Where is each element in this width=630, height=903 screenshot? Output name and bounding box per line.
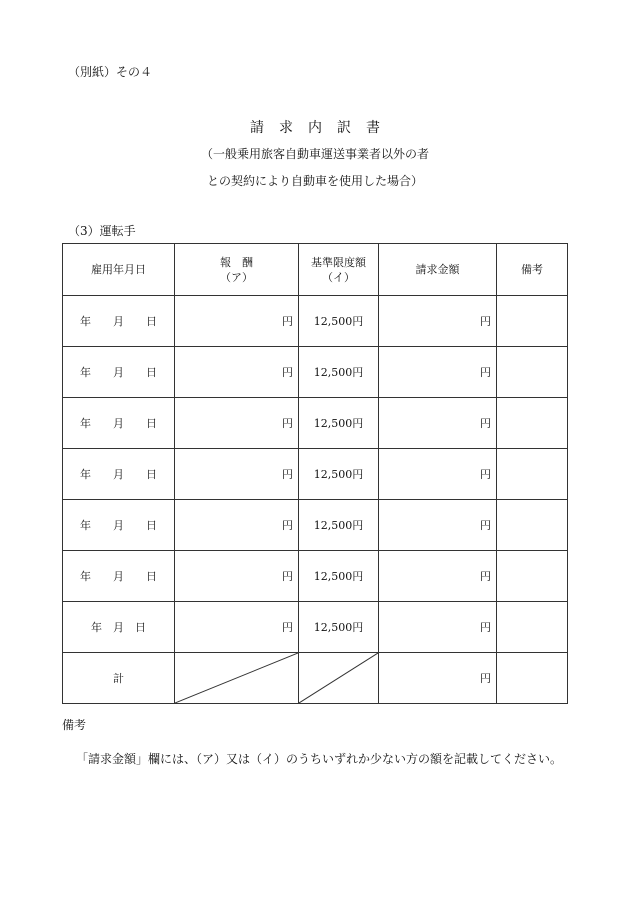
total-remuneration-struck-cell <box>175 653 299 704</box>
limit-cell: 12,500円 <box>299 296 379 347</box>
claim-cell[interactable]: 円 <box>379 602 497 653</box>
claim-cell[interactable]: 円 <box>379 449 497 500</box>
date-cell[interactable]: 年 月 日 <box>63 602 175 653</box>
header-limit <box>299 244 379 296</box>
limit-cell: 12,500円 <box>299 347 379 398</box>
attachment-label: （別紙）その４ <box>68 65 153 79</box>
date-cell[interactable]: 年 月 日 <box>63 500 175 551</box>
section-label: （3）運転手 <box>68 224 136 238</box>
page-subtitle-line1: （一般乗用旅客自動車運送事業者以外の者 <box>200 147 429 161</box>
date-cell[interactable]: 年 月 日 <box>63 296 175 347</box>
remarks-cell[interactable] <box>497 347 568 398</box>
total-limit-struck-cell <box>299 653 379 704</box>
claim-breakdown-table <box>62 243 568 704</box>
header-limit-label: 基準限度額 <box>311 255 366 269</box>
header-date <box>63 244 175 296</box>
total-claim-cell[interactable]: 円 <box>379 653 497 704</box>
header-remarks-label: 備考 <box>521 263 543 276</box>
header-remuneration <box>175 244 299 296</box>
diagonal-strike-line <box>299 653 378 703</box>
remuneration-cell[interactable]: 円 <box>175 449 299 500</box>
table-row <box>63 551 568 602</box>
header-claim <box>379 244 497 296</box>
limit-cell: 12,500円 <box>299 449 379 500</box>
claim-cell[interactable]: 円 <box>379 551 497 602</box>
remuneration-cell[interactable]: 円 <box>175 398 299 449</box>
remarks-note: 「請求金額」欄には、（ア）又は（イ）のうちいずれか少ない方の額を記載してください。 <box>76 752 563 766</box>
page-subtitle-line2: との契約により自動車を使用した場合） <box>206 174 423 188</box>
table-row <box>63 296 568 347</box>
table-header-row <box>63 244 568 296</box>
header-remuneration-label: 報 酬 <box>220 255 253 269</box>
header-limit-mark: （イ） <box>322 270 355 284</box>
total-label: 計 <box>63 653 175 704</box>
remarks-cell[interactable] <box>497 602 568 653</box>
limit-cell: 12,500円 <box>299 398 379 449</box>
table-row <box>63 500 568 551</box>
table-row <box>63 449 568 500</box>
table-row <box>63 398 568 449</box>
remarks-cell[interactable] <box>497 398 568 449</box>
date-cell[interactable]: 年 月 日 <box>63 347 175 398</box>
limit-cell: 12,500円 <box>299 602 379 653</box>
limit-cell: 12,500円 <box>299 500 379 551</box>
remarks-heading: 備考 <box>62 718 87 732</box>
claim-cell[interactable]: 円 <box>379 296 497 347</box>
date-cell[interactable]: 年 月 日 <box>63 449 175 500</box>
header-date-label: 雇用年月日 <box>91 263 146 276</box>
limit-cell: 12,500円 <box>299 551 379 602</box>
diagonal-strike-line <box>175 653 298 703</box>
header-remuneration-mark: （ア） <box>220 270 253 284</box>
remarks-cell[interactable] <box>497 551 568 602</box>
claim-cell[interactable]: 円 <box>379 398 497 449</box>
remarks-cell[interactable] <box>497 500 568 551</box>
remuneration-cell[interactable]: 円 <box>175 296 299 347</box>
total-row <box>63 653 568 704</box>
remuneration-cell[interactable]: 円 <box>175 551 299 602</box>
date-cell[interactable]: 年 月 日 <box>63 398 175 449</box>
table-row <box>63 602 568 653</box>
remuneration-cell[interactable]: 円 <box>175 500 299 551</box>
remuneration-cell[interactable]: 円 <box>175 347 299 398</box>
claim-cell[interactable]: 円 <box>379 500 497 551</box>
header-claim-label: 請求金額 <box>415 263 460 276</box>
table-row <box>63 347 568 398</box>
date-cell[interactable]: 年 月 日 <box>63 551 175 602</box>
header-remarks <box>497 244 568 296</box>
claim-cell[interactable]: 円 <box>379 347 497 398</box>
page-title: 請求内訳書 <box>250 120 395 136</box>
total-remarks-cell[interactable] <box>497 653 568 704</box>
remarks-cell[interactable] <box>497 449 568 500</box>
remarks-cell[interactable] <box>497 296 568 347</box>
remuneration-cell[interactable]: 円 <box>175 602 299 653</box>
